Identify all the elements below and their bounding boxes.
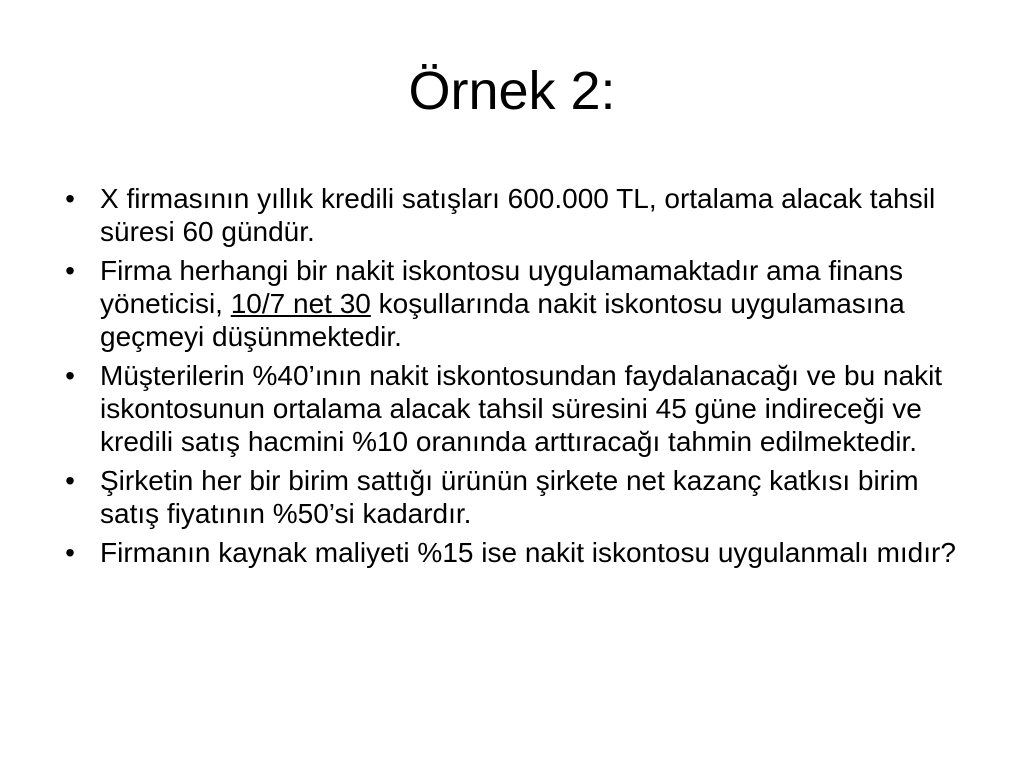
bullet-item-5	[58, 536, 978, 569]
bullet-item-3	[58, 359, 978, 458]
bullet-text: X firmasının yıllık kredili satışları 600.000 TL, ortalama alacak tahsil süresi 60 gündür.	[100, 183, 936, 247]
bullet-icon: •	[65, 183, 75, 214]
bullet-icon: •	[65, 465, 75, 496]
slide-title: Örnek 2:	[408, 61, 616, 121]
bullet-text: Müşterilerin %40’ının nakit iskontosundan faydalanacağı ve bu nakit iskontosunun ortalama alacak tahsil süresini 45 güne indireceği ve kredili satış hacmini %10 oranında arttıracağı tahmin edilmektedir.	[100, 360, 943, 457]
bullet-item-1	[58, 182, 978, 248]
bullet-text-before: Firma herhangi bir nakit iskontosu uygulamamaktadır ama finans yöneticisi,	[100, 255, 904, 319]
bullet-text-after: koşullarında nakit iskontosu uygulamasına geçmeyi düşünmektedir.	[100, 288, 905, 352]
bullet-icon: •	[65, 537, 75, 568]
bullet-text: Şirketin her bir birim sattığı ürünün şirkete net kazanç katkısı birim satış fiyatının %50’si kadardır.	[100, 465, 919, 529]
bullet-item-4	[58, 464, 978, 530]
bullet-icon: •	[65, 360, 75, 391]
bullet-list	[58, 182, 978, 575]
bullet-underlined-terms: 10/7 net 30	[230, 288, 371, 319]
bullet-text: Firmanın kaynak maliyeti %15 ise nakit iskontosu uygulanmalı mıdır?	[100, 537, 956, 568]
bullet-item-2	[58, 254, 978, 353]
bullet-icon: •	[65, 255, 75, 286]
